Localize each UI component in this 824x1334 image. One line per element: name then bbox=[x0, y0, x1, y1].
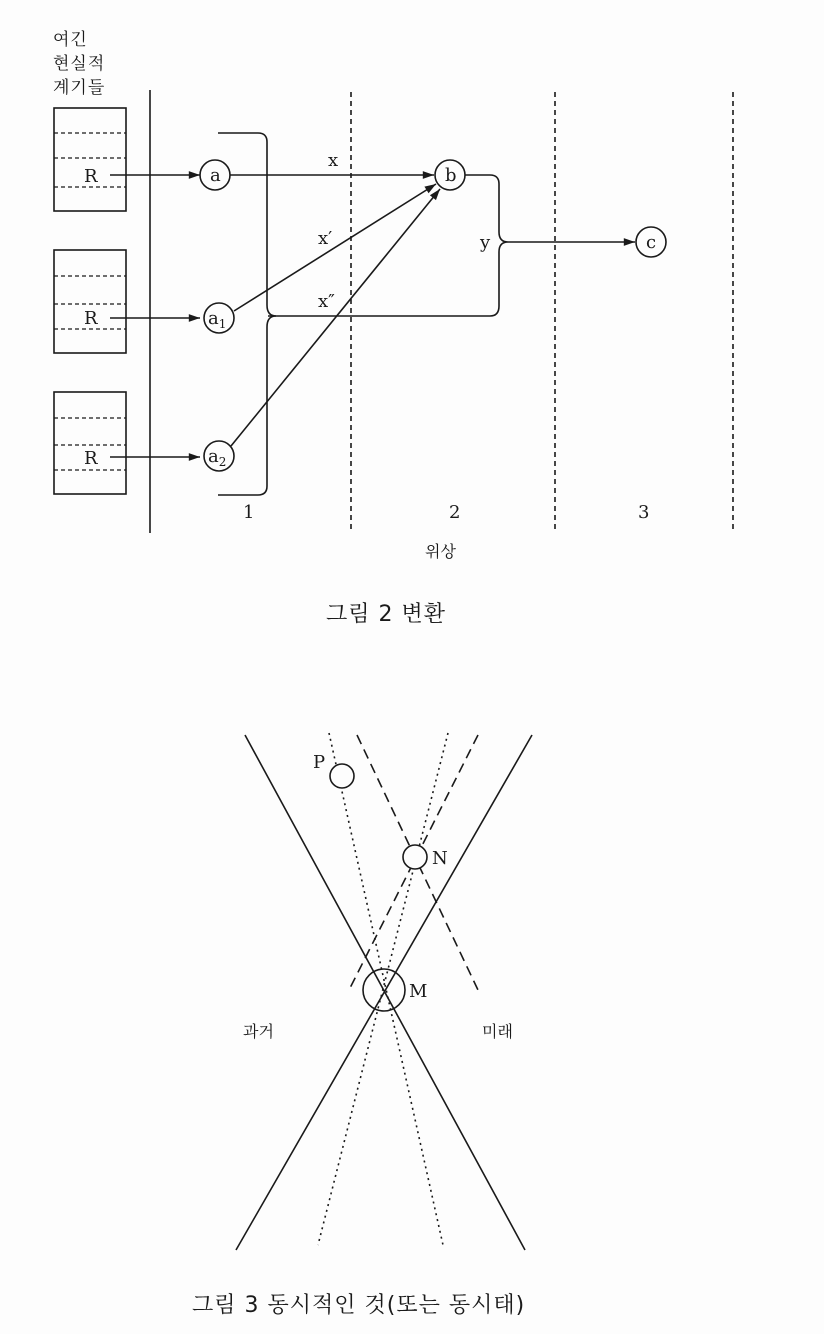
node-b-label: b bbox=[445, 165, 457, 186]
reality-box-1 bbox=[54, 108, 126, 211]
node-c-label: c bbox=[646, 232, 657, 253]
point-n bbox=[403, 845, 427, 869]
figure-3-caption: 그림 3 동시적인 것(또는 동시태) bbox=[192, 1293, 526, 1318]
node-a2-label bbox=[208, 446, 226, 469]
node-a2-base: a bbox=[208, 446, 219, 467]
phase-2-label: 2 bbox=[449, 502, 461, 523]
point-p-label: P bbox=[313, 752, 326, 773]
phase-1-label: 1 bbox=[243, 502, 255, 523]
edge-y-label: y bbox=[480, 232, 491, 253]
point-n-label: N bbox=[432, 848, 448, 869]
figure-2-caption: 그림 2 변환 bbox=[326, 602, 446, 627]
figure-3 bbox=[236, 733, 532, 1250]
light-cone-line-right bbox=[236, 735, 532, 1250]
reality-box-3 bbox=[54, 392, 126, 494]
edge-x-prime-label: x′ bbox=[318, 228, 333, 249]
phase-axis-label: 위상 bbox=[425, 542, 456, 561]
r-label-3: R bbox=[84, 448, 98, 469]
node-a1-base: a bbox=[208, 308, 219, 329]
realities-label-line-3: 계기들 bbox=[53, 78, 106, 98]
phase-3-label: 3 bbox=[638, 502, 650, 523]
future-label: 미래 bbox=[482, 1022, 513, 1041]
point-p bbox=[330, 764, 354, 788]
node-a2-sub: 2 bbox=[218, 455, 227, 469]
edge-x-double-prime-label: x″ bbox=[318, 291, 335, 312]
light-cone-line-left bbox=[245, 735, 525, 1250]
dotted-line-n bbox=[318, 733, 448, 1245]
node-a1-sub: 1 bbox=[218, 317, 227, 331]
figure-2 bbox=[54, 90, 733, 533]
edge-b-to-y bbox=[268, 175, 508, 316]
edge-a2-to-b bbox=[231, 189, 440, 446]
node-a-label: a bbox=[210, 165, 221, 186]
r-label-1: R bbox=[84, 166, 98, 187]
reality-box-2 bbox=[54, 250, 126, 353]
r-label-2: R bbox=[84, 308, 98, 329]
realities-label-line-2: 현실적 bbox=[53, 54, 106, 74]
edge-x-label: x bbox=[328, 150, 339, 171]
point-m-label: M bbox=[409, 981, 428, 1002]
phase-1-bracket bbox=[218, 133, 276, 495]
node-a1-label bbox=[208, 308, 226, 331]
past-label: 과거 bbox=[243, 1022, 274, 1041]
realities-label-line-1: 여긴 bbox=[53, 30, 88, 50]
edge-x-prime bbox=[234, 184, 436, 311]
